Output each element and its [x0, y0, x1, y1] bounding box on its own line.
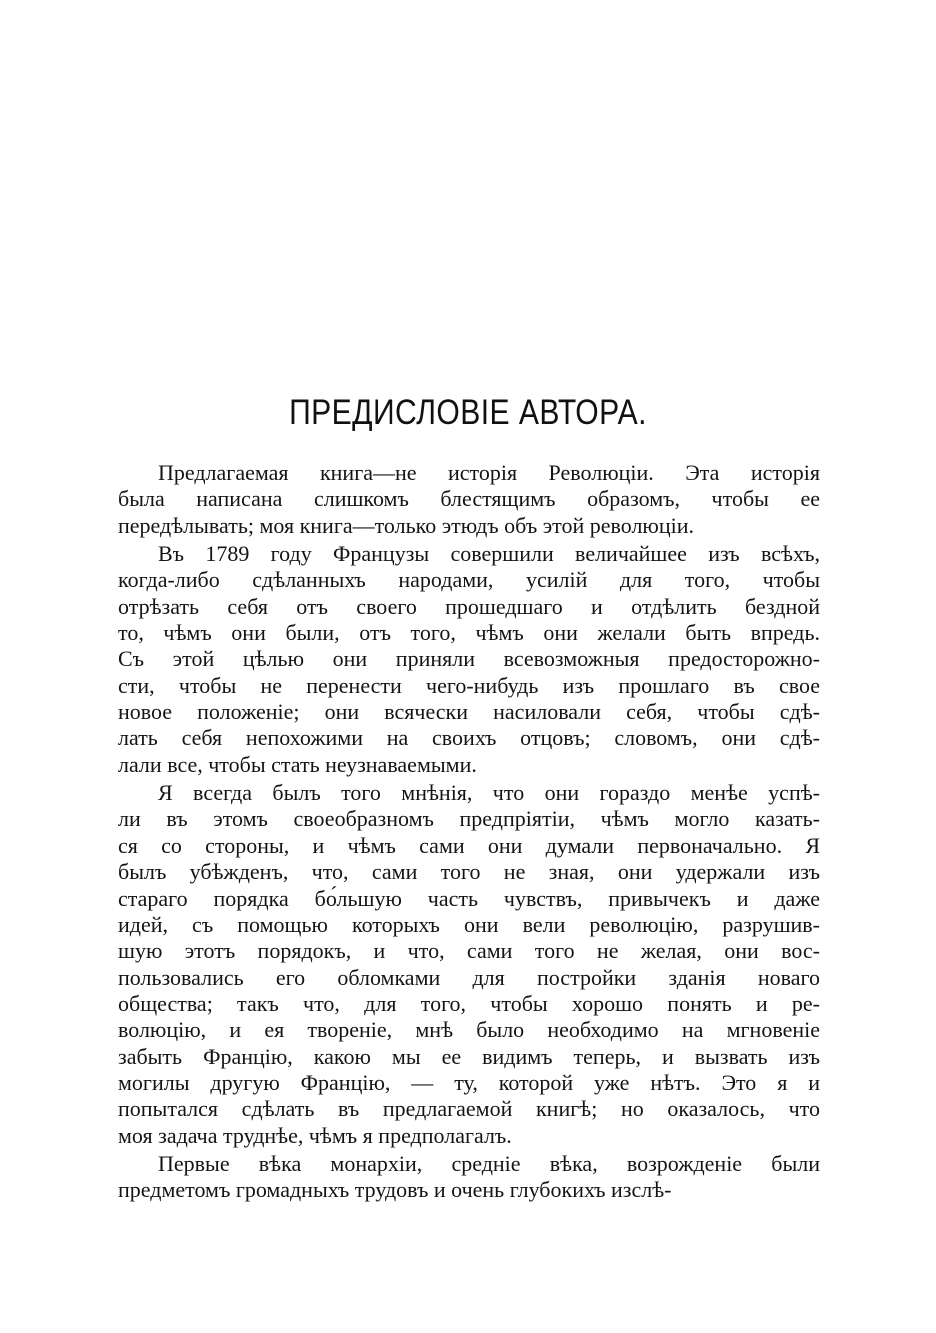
- text-line: волюцію, и ея твореніе, мнѣ было необходимо на мгновеніе: [118, 1017, 820, 1043]
- text-line: моя задача труднѣе, чѣмъ я предполагалъ.: [118, 1122, 512, 1148]
- paragraph: [118, 1151, 820, 1204]
- text-line: забыть Францію, какою мы ее видимъ теперь, и вызвать изъ: [118, 1043, 820, 1069]
- text-line: лать себя непохожими на своихъ отцовъ; словомъ, они сдѣ-: [118, 725, 820, 751]
- text-line: общества; такъ что, для того, чтобы хорошо понять и ре-: [118, 990, 820, 1016]
- page-title: ПРЕДИСЛОВІЕ АВТОРА.: [289, 393, 647, 432]
- text-line: передѣлывать; моя книга—только этюдъ объ этой революціи.: [118, 512, 695, 538]
- paragraph: [118, 541, 820, 778]
- text-line: предметомъ громадныхъ трудовъ и очень глубокихъ изслѣ-: [118, 1177, 672, 1203]
- text-line: шую этотъ порядокъ, и что, сами того не желая, они вос-: [118, 938, 820, 964]
- text-line: сти, чтобы не перенести чего-нибудь изъ прошлаго въ свое: [118, 672, 820, 698]
- text-line: идей, съ помощью которыхъ они вели революцію, разрушив-: [118, 911, 820, 937]
- paragraph: [118, 460, 820, 539]
- text-line: ли въ этомъ своеобразномъ предпріятіи, чѣмъ могло казать-: [118, 806, 820, 832]
- text-line: лали все, чтобы стать неузнаваемыми.: [118, 751, 477, 777]
- text-line: была написана слишкомъ блестящимъ образомъ, чтобы ее: [118, 486, 820, 512]
- text-line: отрѣзать себя отъ своего прошедшаго и отдѣлить бездной: [118, 593, 820, 619]
- text-line: могилы другую Францію, — ту, которой уже нѣтъ. Это я и: [118, 1069, 820, 1095]
- body-text: [118, 460, 820, 1204]
- text-line: Въ 1789 году Французы совершили величайшее изъ всѣхъ,: [158, 541, 820, 567]
- text-line: попытался сдѣлать въ предлагаемой книгѣ; но оказалось, что: [118, 1096, 820, 1122]
- text-line: Первые вѣка монархіи, средніе вѣка, возрожденіе были: [158, 1150, 820, 1176]
- text-line: ся со стороны, и чѣмъ сами они думали первоначально. Я: [118, 832, 820, 858]
- text-line: Я всегда былъ того мнѣнія, что они гораздо менѣе успѣ-: [158, 780, 820, 806]
- text-line: былъ убѣжденъ, что, сами того не зная, они удержали изъ: [118, 859, 820, 885]
- text-line: Съ этой цѣлью они приняли всевозможныя предосторожно-: [118, 646, 820, 672]
- text-line: новое положеніе; они всячески насиловали себя, чтобы сдѣ-: [118, 699, 820, 725]
- text-line: пользовались его обломками для постройки зданія новаго: [118, 964, 820, 990]
- paragraph: [118, 780, 820, 1149]
- text-line: когда-либо сдѣланныхъ народами, усилій для того, чтобы: [118, 567, 820, 593]
- text-line: стараго порядка бо́льшую часть чувствъ, привычекъ и даже: [118, 885, 820, 911]
- text-line: Предлагаемая книга—не исторія Революціи. Эта исторія: [158, 460, 820, 485]
- text-line: то, чѣмъ они были, отъ того, чѣмъ они желали быть впредь.: [118, 620, 820, 646]
